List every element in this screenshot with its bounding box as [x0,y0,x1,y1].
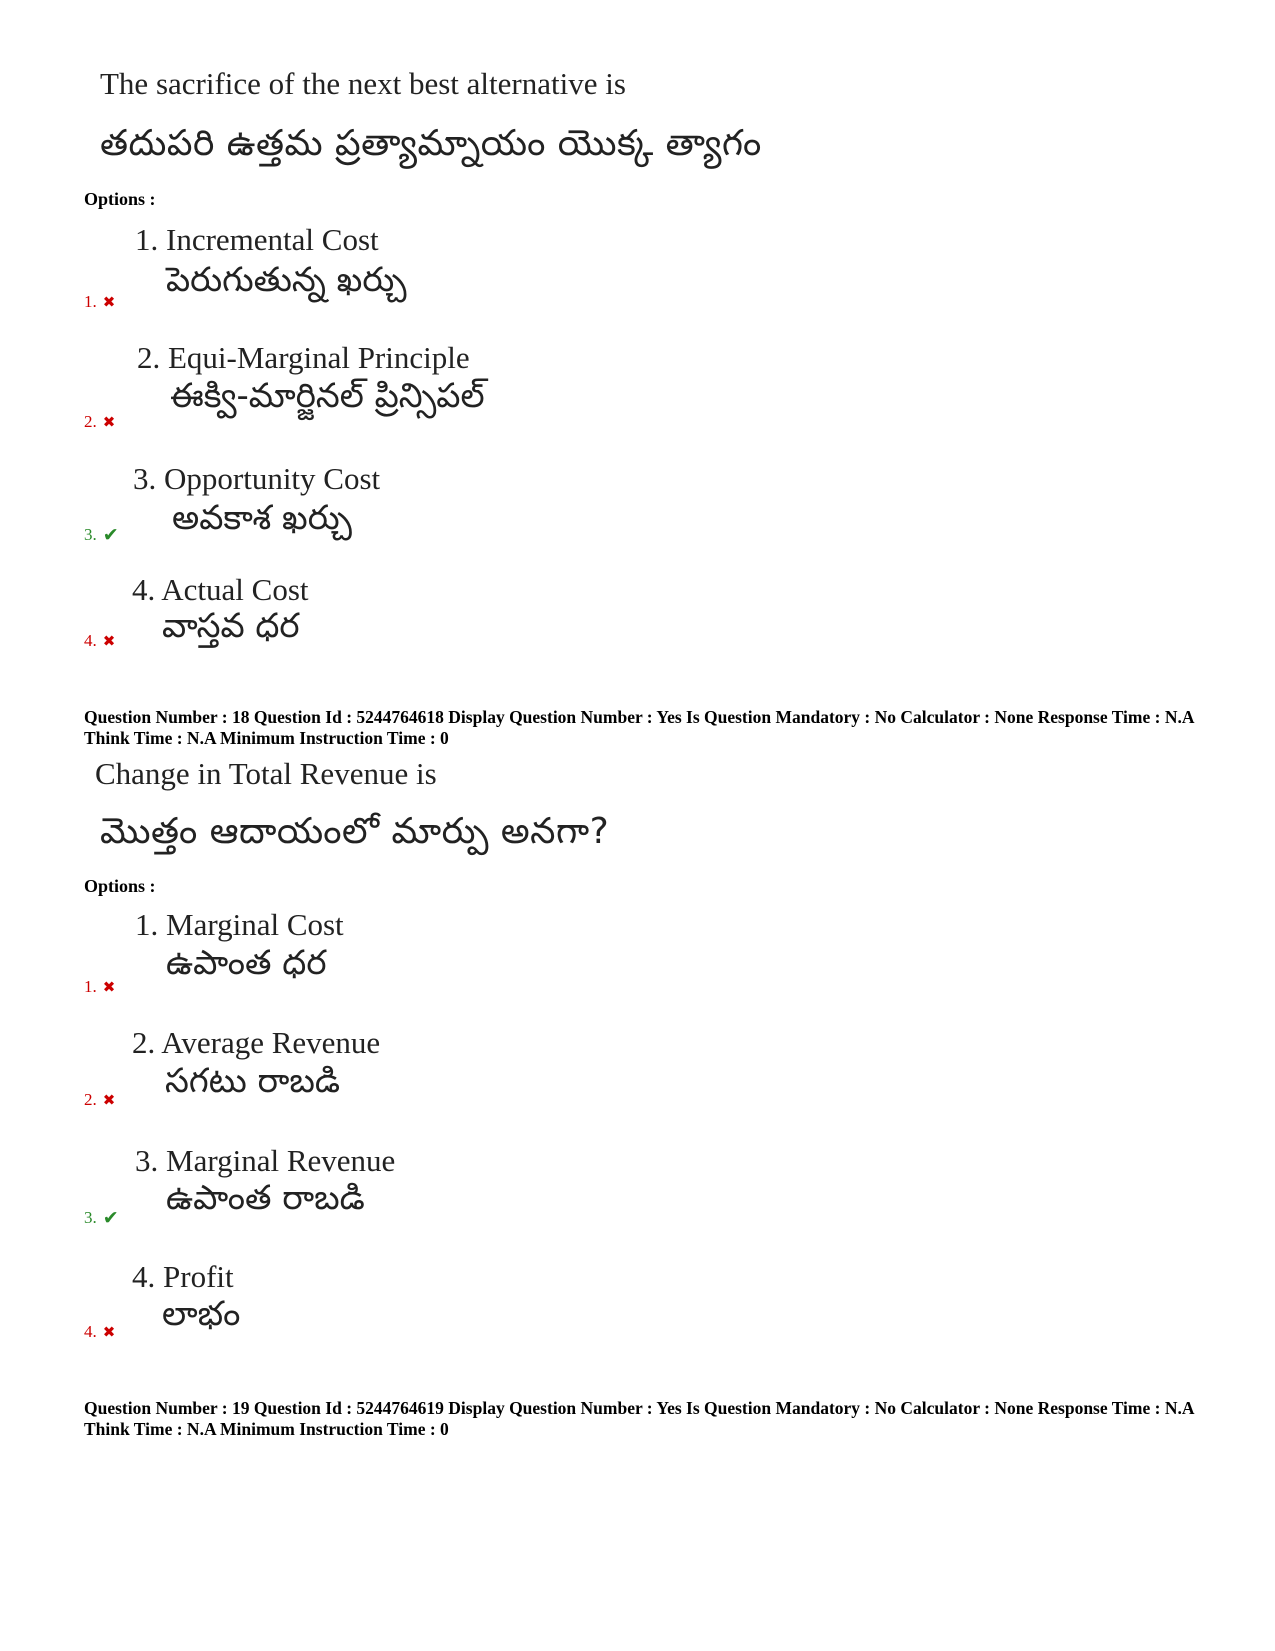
question-17-stem-telugu: తదుపరి ఉత్తమ ప్రత్యామ్నాయం యొక్క త్యాగం [100,123,762,164]
options-label: Options : [84,189,156,209]
wrong-icon: ✖ [102,413,116,431]
q18-option-2-english: 2. Average Revenue [132,1025,381,1060]
checkmark-icon: ✔ [102,524,119,546]
q17-option-3-english: 3. Opportunity Cost [133,461,381,496]
q17-option-2-telugu: ఈక్వి-మార్జినల్ ప్రిన్సిపల్ [170,376,485,416]
question-18-stem-telugu: మొత్తం ఆదాయంలో మార్పు అనగా? [100,811,610,852]
q17-option-2-marker [84,412,115,432]
option-number: 4. [84,631,97,650]
q18-option-2-marker [84,1090,115,1110]
wrong-icon: ✖ [102,1091,116,1109]
q17-option-4-telugu: వాస్తవ ధర [162,606,300,646]
option-number: 2. [84,1090,97,1109]
q18-option-4-telugu: లాభం [162,1294,241,1334]
option-number: 2. [84,412,97,431]
q17-option-3-marker [84,524,119,546]
q18-option-3-telugu: ఉపాంత రాబడి [166,1178,365,1218]
q18-option-3-marker [84,1207,119,1229]
wrong-icon: ✖ [102,1323,116,1341]
q18-option-4-marker [84,1322,115,1342]
q18-option-1-telugu: ఉపాంత ధర [166,943,327,983]
q18-option-2-telugu: సగటు రాబడి [165,1061,341,1101]
wrong-icon: ✖ [102,632,116,650]
option-number: 1. [84,292,97,311]
q18-option-4-english: 4. Profit [132,1259,234,1294]
q18-option-3-english: 3. Marginal Revenue [135,1143,396,1178]
wrong-icon: ✖ [102,978,116,996]
q17-option-1-english: 1. Incremental Cost [135,222,379,257]
question-18-stem-english: Change in Total Revenue is [95,756,437,791]
q18-option-1-english: 1. Marginal Cost [135,907,344,942]
q17-option-4-english: 4. Actual Cost [132,572,309,607]
option-number: 4. [84,1322,97,1341]
question-19-metadata: Question Number : 19 Question Id : 5244764619 Display Question Number : Yes Is Question Mandatory : No Calculator : None Response Time : N.A Think Time : N.A Minimum Instruction Time : 0 [84,1398,1194,1439]
checkmark-icon: ✔ [102,1207,119,1229]
q17-option-2-english: 2. Equi-Marginal Principle [137,340,470,375]
option-number: 3. [84,525,97,544]
options-label: Options : [84,876,156,896]
q17-option-1-marker [84,292,115,312]
question-17-stem-english: The sacrifice of the next best alternative is [100,66,626,101]
question-18-metadata: Question Number : 18 Question Id : 5244764618 Display Question Number : Yes Is Question Mandatory : No Calculator : None Response Time : N.A Think Time : N.A Minimum Instruction Time : 0 [84,707,1194,748]
q17-option-4-marker [84,631,115,651]
q17-option-1-telugu: పెరుగుతున్న ఖర్చు [166,260,407,300]
option-number: 3. [84,1208,97,1227]
q18-option-1-marker [84,977,115,997]
wrong-icon: ✖ [102,293,116,311]
q17-option-3-telugu: అవకాశ ఖర్చు [172,498,352,538]
option-number: 1. [84,977,97,996]
